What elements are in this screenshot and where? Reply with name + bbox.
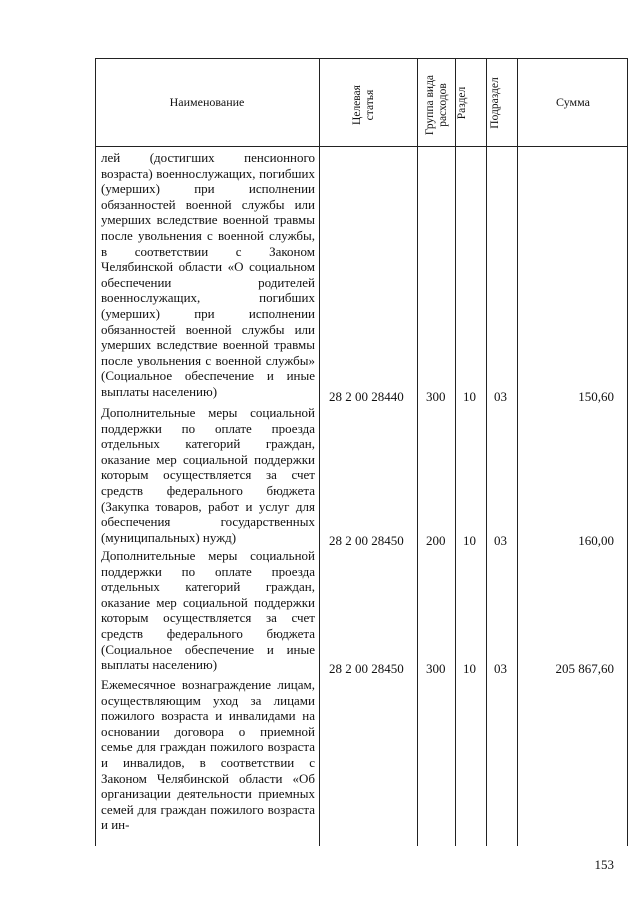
header-section: Раздел: [456, 86, 468, 120]
row-section: 10: [463, 389, 476, 404]
header-target-line1: Целевая: [351, 85, 363, 125]
row-description: [101, 405, 315, 545]
border-right: [627, 58, 628, 846]
header-sum: Сумма: [556, 95, 590, 109]
row-section: 10: [463, 661, 476, 676]
header-target-article: [351, 65, 377, 145]
page-number: 153: [594, 857, 614, 872]
column-divider: [486, 58, 487, 846]
row-target-article: 28 2 00 28450: [329, 533, 404, 548]
row-sum: 205 867,60: [555, 661, 614, 676]
column-divider: [319, 58, 320, 846]
row-subsection: 03: [494, 533, 507, 548]
row-description: [101, 677, 315, 833]
row-text: Дополнительные меры социальной поддержки по оплате проезда отдельных категорий граждан, оказание мер социальной поддержки которым осуществляется за счет средств федерального бюджета (Закупка товаров, работ и услуг для обеспечения государственных (муниципальных) нужд): [101, 405, 315, 545]
header-group-line1: Группа вида: [424, 74, 436, 136]
row-target-article: 28 2 00 28440: [329, 389, 404, 404]
header-group-line2: расходов: [437, 83, 449, 127]
row-sum: 150,60: [578, 389, 614, 404]
row-subsection: 03: [494, 389, 507, 404]
row-text: Дополнительные меры социальной поддержки по оплате проезда отдельных категорий граждан, оказание мер социальной поддержки которым осуществляется за счет средств федерального бюджета (Социальное обеспечение и иные выплаты населению): [101, 548, 315, 673]
row-text: Ежемесячное вознаграждение лицам, осуществляющим уход за лицами пожилого возраста и инвалидами на основании договора о приемной семье для граждан пожилого возраста и инвалидов, в соответствии с Законом Челябинской области «Об организации деятельности приемных семей для граждан пожилого возраста и ин-: [101, 677, 315, 833]
row-sum: 160,00: [578, 533, 614, 548]
row-description: [101, 548, 315, 673]
row-expense-group: 300: [426, 389, 446, 404]
column-divider: [455, 58, 456, 846]
row-expense-group: 300: [426, 661, 446, 676]
header-expense-group: [424, 63, 454, 147]
row-section: 10: [463, 533, 476, 548]
header-divider: [95, 146, 628, 147]
column-divider: [517, 58, 518, 846]
row-description: [101, 150, 315, 400]
row-target-article: 28 2 00 28450: [329, 661, 404, 676]
header-target-line2: статья: [364, 89, 376, 121]
border-left: [95, 58, 96, 846]
border-top: [95, 58, 628, 59]
header-subsection: Подраздел: [489, 77, 501, 129]
column-divider: [417, 58, 418, 846]
header-name: Наименование: [169, 95, 245, 109]
row-expense-group: 200: [426, 533, 446, 548]
row-subsection: 03: [494, 661, 507, 676]
row-text: лей (достигших пенсионного возраста) военнослужащих, погибших (умерших) при исполнении обязанностей военной службы или умерших вследствие военной травмы после увольнения с военной службы, в соответствии с Законом Челябинской области «О социальном обеспечении родителей военнослужащих, погибших (умерших) при исполнении обязанностей военной службы или умерших вследствие военной травмы после увольнения с военной службы» (Социальное обеспечение и иные выплаты населению): [101, 150, 315, 399]
